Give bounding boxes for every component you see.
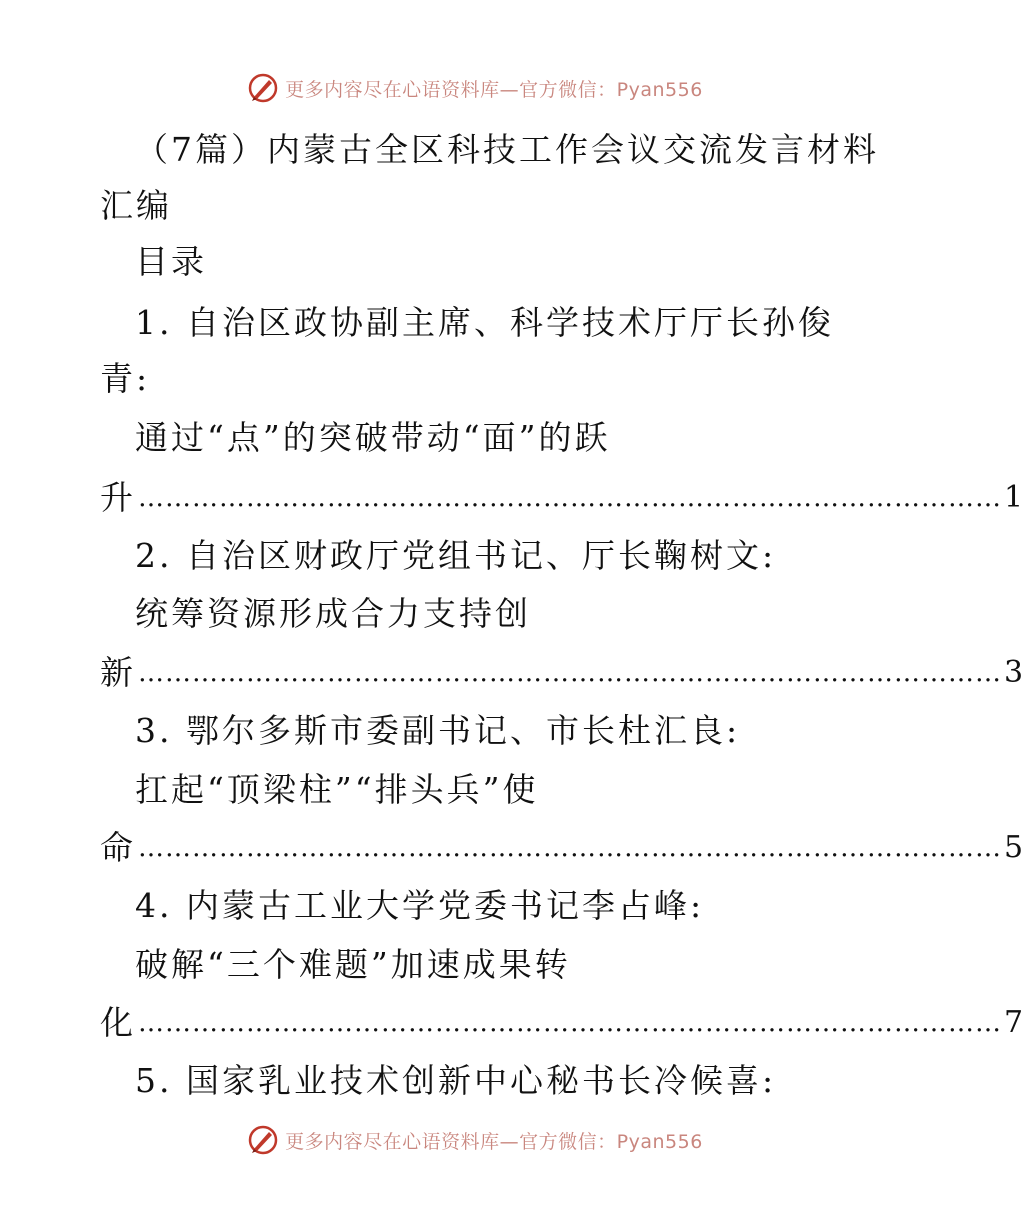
toc-leader-dots: …………………………………………………………………………………… (138, 1008, 1002, 1038)
toc-entry-2-speaker: 2. 自治区财政厅党组书记、厅长鞠树文: (135, 536, 777, 575)
pen-logo-icon (247, 72, 279, 104)
toc-leader-dots: …………………………………………………………………………………… (138, 658, 1002, 688)
document-title: （7篇）内蒙古全区科技工作会议交流发言材料 (135, 130, 879, 169)
toc-entry-1-subtitle: 通过“点”的突破带动“面”的跃 (135, 418, 611, 457)
toc-entry-5-speaker: 5. 国家乳业技术创新中心秘书长冷候喜: (135, 1061, 777, 1100)
toc-entry-4-subtitle: 破解“三个难题”加速成果转 (135, 945, 571, 984)
document-title-cont: 汇编 (100, 186, 172, 225)
watermark-text: 更多内容尽在心语资料库—官方微信：Pyan556 (285, 78, 703, 101)
toc-entry-1-page: 1 (1004, 480, 1023, 515)
footer-watermark (0, 1120, 950, 1160)
toc-entry-2-subtitle: 统筹资源形成合力支持创 (135, 594, 531, 633)
toc-leader-dots: …………………………………………………………………………………… (138, 483, 1002, 513)
toc-entry-1-speaker: 1. 自治区政协副主席、科学技术厅厅长孙俊 (135, 303, 834, 342)
toc-leader-dots: …………………………………………………………………………………… (138, 833, 1002, 863)
toc-entry-1-tail: 升 (100, 478, 136, 517)
toc-heading: 目录 (135, 242, 207, 281)
toc-entry-2-link[interactable] (100, 653, 1023, 693)
toc-entry-3-link[interactable] (100, 828, 1023, 868)
toc-entry-3-tail: 命 (100, 828, 136, 867)
toc-entry-4-page: 7 (1004, 1005, 1023, 1040)
toc-entry-4-speaker: 4. 内蒙古工业大学党委书记李占峰: (135, 886, 705, 925)
toc-entry-4-tail: 化 (100, 1003, 136, 1042)
toc-entry-1-link[interactable] (100, 478, 1023, 518)
header-watermark (0, 68, 950, 108)
toc-entry-2-page: 3 (1004, 655, 1023, 690)
watermark-text: 更多内容尽在心语资料库—官方微信：Pyan556 (285, 1130, 703, 1153)
toc-entry-2-tail: 新 (100, 653, 136, 692)
toc-entry-1-speaker-cont: 青: (100, 359, 151, 398)
toc-entry-4-link[interactable] (100, 1003, 1023, 1043)
pen-logo-icon (247, 1124, 279, 1156)
toc-entry-3-subtitle: 扛起“顶梁柱”“排头兵”使 (135, 770, 539, 809)
toc-entry-3-speaker: 3. 鄂尔多斯市委副书记、市长杜汇良: (135, 711, 741, 750)
toc-entry-3-page: 5 (1004, 830, 1023, 865)
